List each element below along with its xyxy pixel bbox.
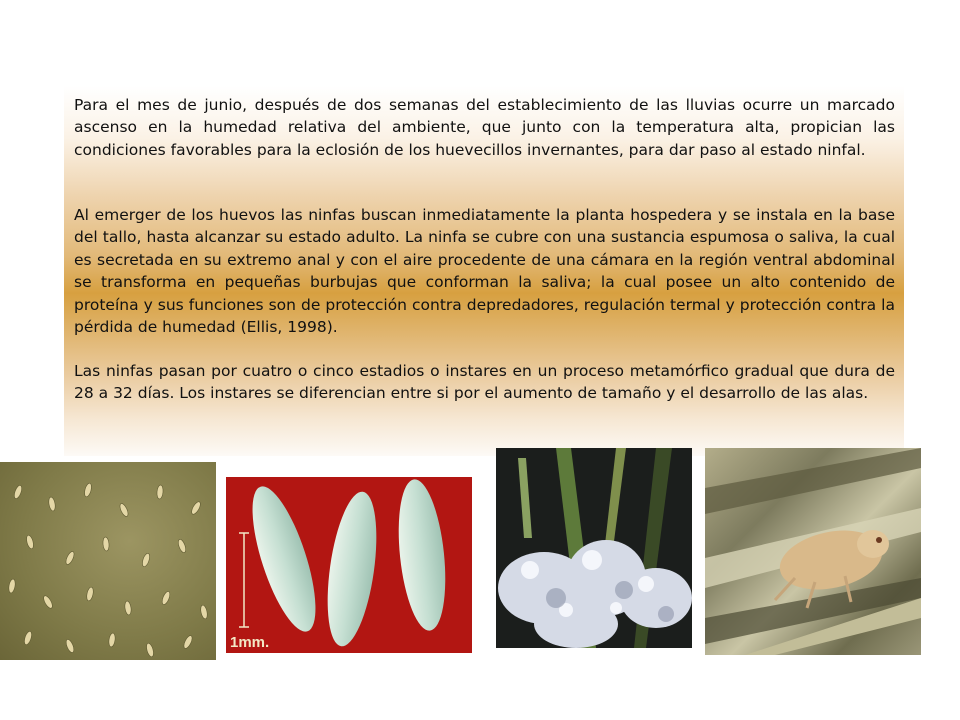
eggs-on-soil-photo — [0, 462, 216, 660]
paragraph-instars: Las ninfas pasan por cuatro o cinco estadios o instares en un proceso metamórfico gradual que dura de 28 a 32 días. Los instares se diferencian entre si por el aumento de tamaño y el desarrollo de las alas. — [74, 362, 895, 403]
paragraph-emergence: Para el mes de junio, después de dos semanas del establecimiento de las lluvias ocurre un marcado ascenso en la humedad relativa del ambiente, que junto con la temperatura alta, propician las condiciones favorables para la eclosión de los huevecillos invernantes, para dar paso al estado ninfal. — [74, 96, 895, 159]
text-panel — [64, 86, 904, 456]
nymph-photo — [705, 448, 921, 655]
spittle-foam-photo — [496, 448, 692, 648]
eggs-scale-photo — [226, 477, 472, 653]
paragraph-nymph-saliva: Al emerger de los huevos las ninfas buscan inmediatamente la planta hospedera y se instala en la base del tallo, hasta alcanzar su estado adulto. La ninfa se cubre con una sustancia espumosa o saliva, la cual es secretada en su extremo anal y con el aire procedente de una cámara en la región ventral abdominal se transforma en pequeñas burbujas que conforman la saliva; la cual posee un alto contenido de proteína y sus funciones son de protección contra depredadores, regulación termal y protección contra la pérdida de humedad (Ellis, 1998). — [74, 206, 895, 337]
scale-label: 1mm. — [230, 634, 270, 651]
